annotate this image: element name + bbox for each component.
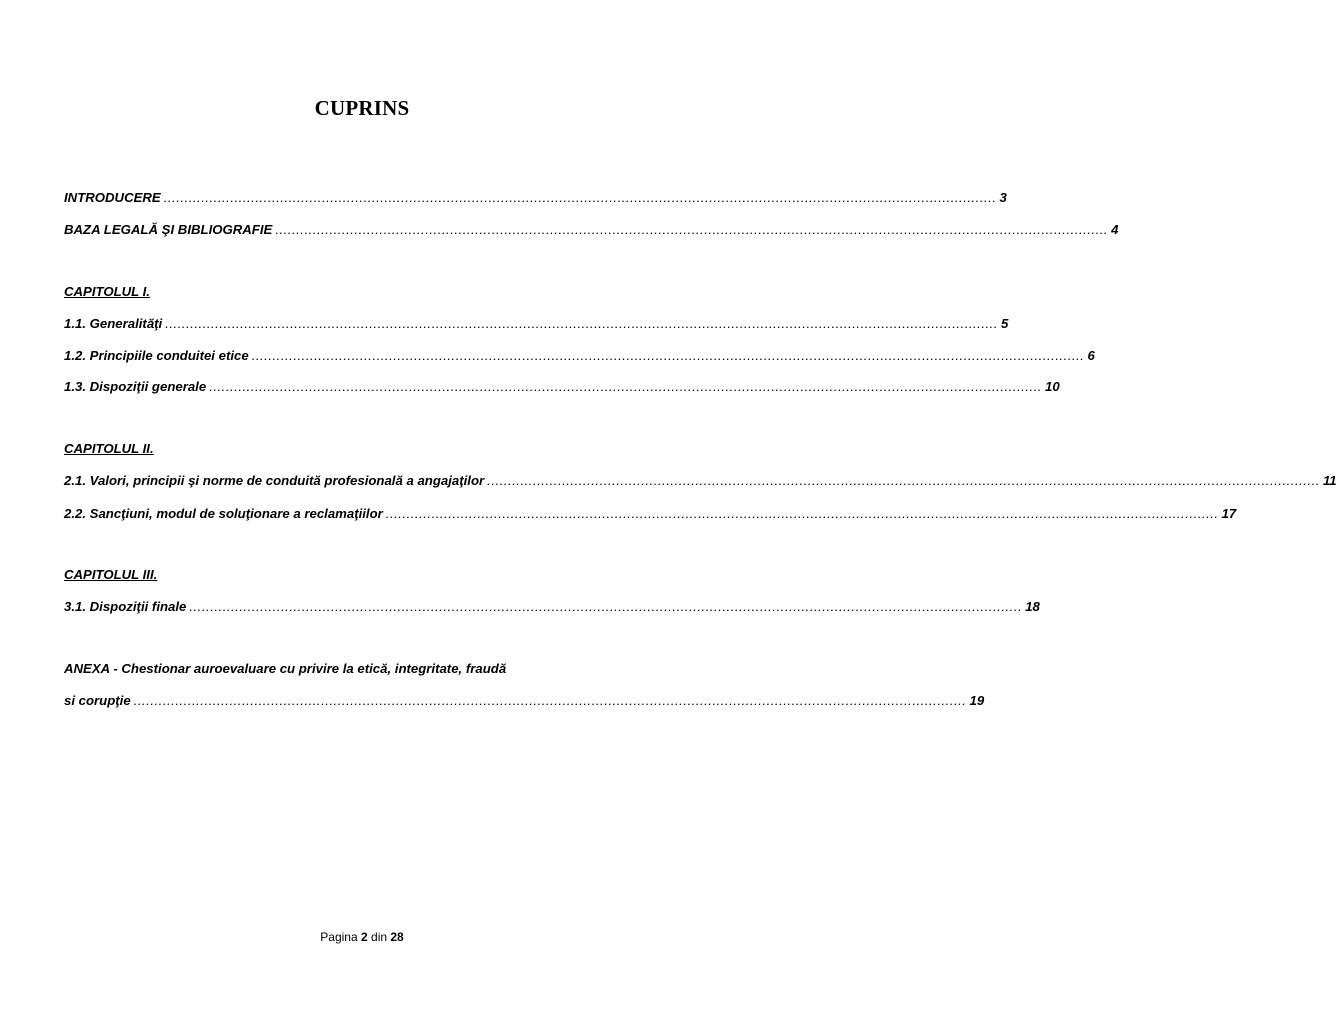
toc-leader-dots: ........................................................................................................................................................................................................ — [209, 379, 1042, 394]
footer-prefix: Pagina — [320, 930, 358, 944]
toc-entry-2-2[interactable] — [64, 506, 1237, 522]
toc-entry-page: 19 — [969, 693, 985, 708]
toc-leader-dots: ........................................................................................................................................................................................................ — [251, 348, 1085, 363]
chapter-heading-1 — [64, 284, 606, 300]
chapter-heading-2 — [64, 441, 606, 457]
toc-entry-page: 10 — [1044, 379, 1060, 394]
toc-entry-label: ANEXA - Chestionar auroevaluare cu privire la etică, integritate, fraudă — [64, 661, 507, 676]
toc-entry-1-3[interactable] — [64, 379, 1060, 395]
toc-entry-label: 2.1. Valori, principii şi norme de conduită profesională a angajaţilor — [64, 473, 485, 488]
toc-entry-3-1[interactable] — [64, 599, 1040, 615]
chapter-title: CAPITOLUL I. — [64, 284, 150, 299]
toc-entry-anexa[interactable] — [64, 661, 606, 677]
toc-entry-page: 5 — [1001, 316, 1009, 331]
toc-leader-dots: ........................................................................................................................................................................................................ — [385, 506, 1219, 521]
toc-entry-baza-legala[interactable] — [64, 222, 1119, 238]
toc-entry-page: 17 — [1221, 506, 1237, 521]
footer-separator: din — [371, 930, 388, 944]
toc-entry-page: 4 — [1111, 222, 1119, 237]
toc-entry-label: 1.3. Dispoziţii generale — [64, 379, 207, 394]
toc-entry-label: si corupţie — [64, 693, 131, 708]
chapter-heading-3 — [64, 567, 606, 583]
toc-entry-page: 6 — [1087, 348, 1095, 363]
toc-entry-page: 18 — [1025, 599, 1040, 614]
toc-leader-dots: ........................................................................................................................................................................................................ — [133, 693, 967, 708]
toc-leader-dots: ........................................................................................................................................................................................................ — [275, 222, 1109, 237]
footer-current-page: 2 — [360, 930, 368, 944]
page-footer — [0, 930, 724, 944]
chapter-title: CAPITOLUL II. — [64, 441, 154, 456]
toc-entry-page: 3 — [999, 190, 1007, 205]
toc-entry-1-1[interactable] — [64, 316, 1009, 332]
toc-entry-page: 11 — [1322, 473, 1337, 488]
toc-entry-1-2[interactable] — [64, 348, 1095, 364]
toc-entry-label: BAZA LEGALĂ ŞI BIBLIOGRAFIE — [64, 222, 273, 237]
toc-leader-dots: ........................................................................................................................................................................................................ — [189, 599, 1023, 614]
toc-entry-label: 1.2. Principiile conduitei etice — [64, 348, 249, 363]
toc-entry-label: INTRODUCERE — [64, 190, 161, 205]
toc-entry-label: 3.1. Dispoziţii finale — [64, 599, 187, 614]
toc-leader-dots: ........................................................................................................................................................................................................ — [163, 190, 997, 205]
toc-leader-dots: ........................................................................................................................................................................................................ — [165, 316, 999, 331]
toc-entry-label: 1.1. Generalităţi — [64, 316, 163, 331]
toc-entry-introducere[interactable] — [64, 190, 1007, 206]
page-title: CUPRINS — [314, 96, 410, 120]
footer-total-pages: 28 — [390, 930, 404, 944]
toc-entry-2-1[interactable] — [64, 473, 1337, 489]
toc-entry-anexa-continuation[interactable] — [64, 693, 985, 709]
chapter-title: CAPITOLUL III. — [64, 567, 158, 582]
toc-leader-dots: ........................................................................................................................................................................................................ — [487, 473, 1320, 488]
toc-entry-label: 2.2. Sancţiuni, modul de soluţionare a reclamaţiilor — [64, 506, 383, 521]
